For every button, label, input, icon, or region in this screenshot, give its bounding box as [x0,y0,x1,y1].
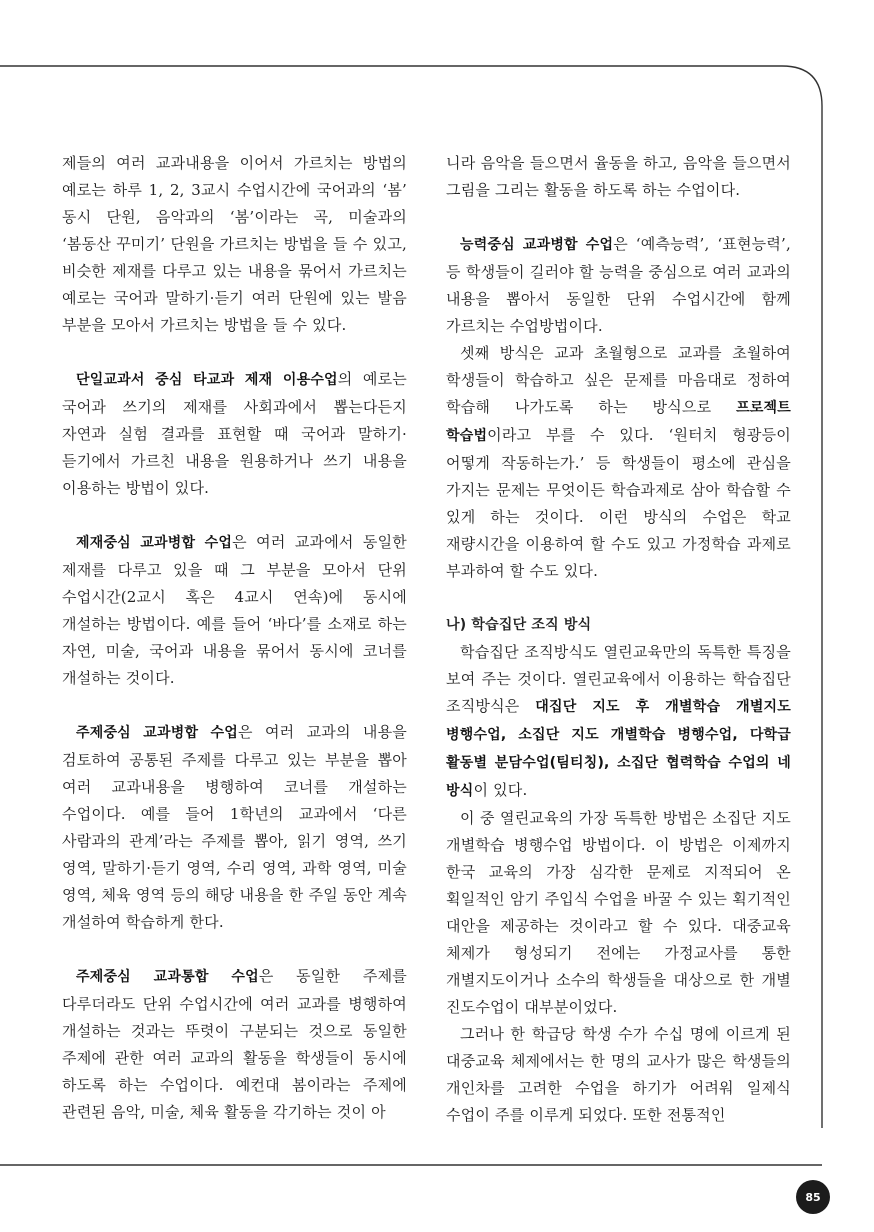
text-project-pre: 셋째 방식은 교과 초월형으로 교과를 초월하여 학생들이 학습하고 싶은 문제를 마음대로 정하여 학습해 나가도록 하는 방식으로 [446,344,791,416]
term-theme-merge: 주제중심 교과병합 수업 [76,725,238,741]
paragraph-theme-integration [62,963,407,1126]
paragraph-ability-merge [446,231,791,340]
text-ability-merge: 은 ‘예측능력’, ‘표현능력’, 등 학생들이 길러야 할 능력을 중심으로 여러 교과의 내용을 뽑아서 동일한 단위 수업시간에 함께 가르치는 수업방법이다. [446,235,791,335]
paragraph-material-merge [62,529,407,692]
term-theme-integration: 주제중심 교과통합 수업 [76,969,259,985]
paragraph-small-group: 이 중 열린교육의 가장 독특한 방법은 소집단 지도 개별학습 병행수업 방법이다. 이 방법은 이제까지 한국 교육의 가장 심각한 문제로 지적되어 온 획일적인 암기 주입식 수업을 바꿀 수 있는 획기적인 대안을 제공하는 것이라고 할 수 있다. 대중교육 체제가 형성되기 전에는 가정교사를 통한 개별지도이거나 소수의 학생들을 대상으로 한 개별 진도수업이 대부분이었다. [446,809,791,1016]
page-number-badge: 85 [796,1180,830,1214]
text-theme-integration: 은 동일한 주제를 다루더라도 단위 수업시간에 여러 교과를 병행하여 개설하는 것과는 뚜렷이 구분되는 것으로 동일한 주제에 관한 여러 교과의 활동을 학생들이 동시에 하도록 하는 수업이다. 예컨대 봄이라는 주제에 관련된 음악, 미술, 체육 활동을 각기하는 것이 아 [62,967,407,1121]
right-column [446,150,791,1129]
text-group-pre: 학습집단 조직방식도 열린교육만의 독특한 특징을 보여 주는 것이다. 열린교육에서 이용하는 학습집단 조직방식은 [446,643,791,715]
paragraph-single-textbook [62,366,407,502]
section-heading: 나) 학습집단 조직 방식 [446,617,592,633]
paragraph-project-learning [446,340,791,585]
paragraph-continuation: 니라 음악을 들으면서 율동을 하고, 음악을 들으면서 그림을 그리는 활동을 하도록 하는 수업이다. [446,154,791,199]
paragraph-theme-merge [62,719,407,936]
text-group-rest: 이 있다. [473,781,528,799]
text-theme-merge: 은 여러 교과의 내용을 검토하여 공통된 주제를 다루고 있는 부분을 뽑아 여러 교과내용을 병행하여 코너를 개설하는 수업이다. 예를 들어 1학년의 교과에서 ‘다른 사람과의 관계’라는 주제를 뽑아, 읽기 영역, 쓰기 영역, 말하기·듣기 영역, 수리 영역, 과학 영역, 미술 영역, 체육 영역 등의 해당 내용을 한 주일 동안 계속 개설하여 학습하게 한다. [62,723,407,931]
text-project-rest: 이라고 부를 수 있다. ‘원터치 형광등이 어떻게 작동하는가.’ 등 학생들이 평소에 관심을 가지는 문제는 무엇이든 학습과제로 삼아 학습할 수 있게 하는 것이다. 이런 방식의 수업은 학교 재량시간을 이용하여 할 수도 있고 가정학습 과제로 부과하여 할 수도 있다. [446,426,791,580]
term-group-methods: 대집단 지도 후 개별학습 개별지도 병행수업, 소집단 지도 개별학습 병행수업, 다학급 활동별 분담수업(팀티칭), 소집단 협력학습 수업의 네 방식 [446,699,791,799]
paragraph-intro: 제들의 여러 교과내용을 이어서 가르치는 방법의 예로는 하루 1, 2, 3교시 수업시간에 국어과의 ‘봄’ 동시 단원, 음악과의 ‘봄’이라는 곡, 미술과의 ‘봄동산 꾸미기’ 단원을 가르치는 방법을 들 수 있고, 비슷한 제재를 다루고 있는 내용을 묶어서 가르치는 예로는 국어과 말하기·듣기 여러 단원에 있는 발음 부분을 모아서 가르치는 방법을 들 수 있다. [62,154,407,334]
term-single-textbook: 단일교과서 중심 타교과 제재 이용수업 [76,372,338,388]
term-material-merge: 제재중심 교과병합 수업 [76,535,233,551]
term-ability-merge: 능력중심 교과병합 수업 [460,237,614,253]
term-project-learning: 프로젝트 학습법 [446,400,791,444]
paragraph-group-org [446,639,791,805]
paragraph-mass-education: 그러나 한 학급당 학생 수가 수십 명에 이르게 된 대중교육 체제에서는 한 명의 교사가 많은 학생들의 개인차를 고려한 수업을 하기가 어려워 일제식 수업이 주를 이루게 되었다. 또한 전통적인 [446,1025,791,1124]
text-single-textbook: 의 예로는 국어과 쓰기의 제재를 사회과에서 뽑는다든지 자연과 실험 결과를 표현할 때 국어과 말하기·듣기에서 가르친 내용을 원용하거나 쓰기 내용을 이용하는 방법이 있다. [62,370,407,497]
left-column [62,150,407,1126]
text-material-merge: 은 여러 교과에서 동일한 제재를 다루고 있을 때 그 부분을 모아서 단위 수업시간(2교시 혹은 4교시 연속)에 동시에 개설하는 방법이다. 예를 들어 ‘바다’를 소재로 하는 자연, 미술, 국어과 내용을 묶어서 동시에 코너를 개설하는 것이다. [62,533,407,687]
